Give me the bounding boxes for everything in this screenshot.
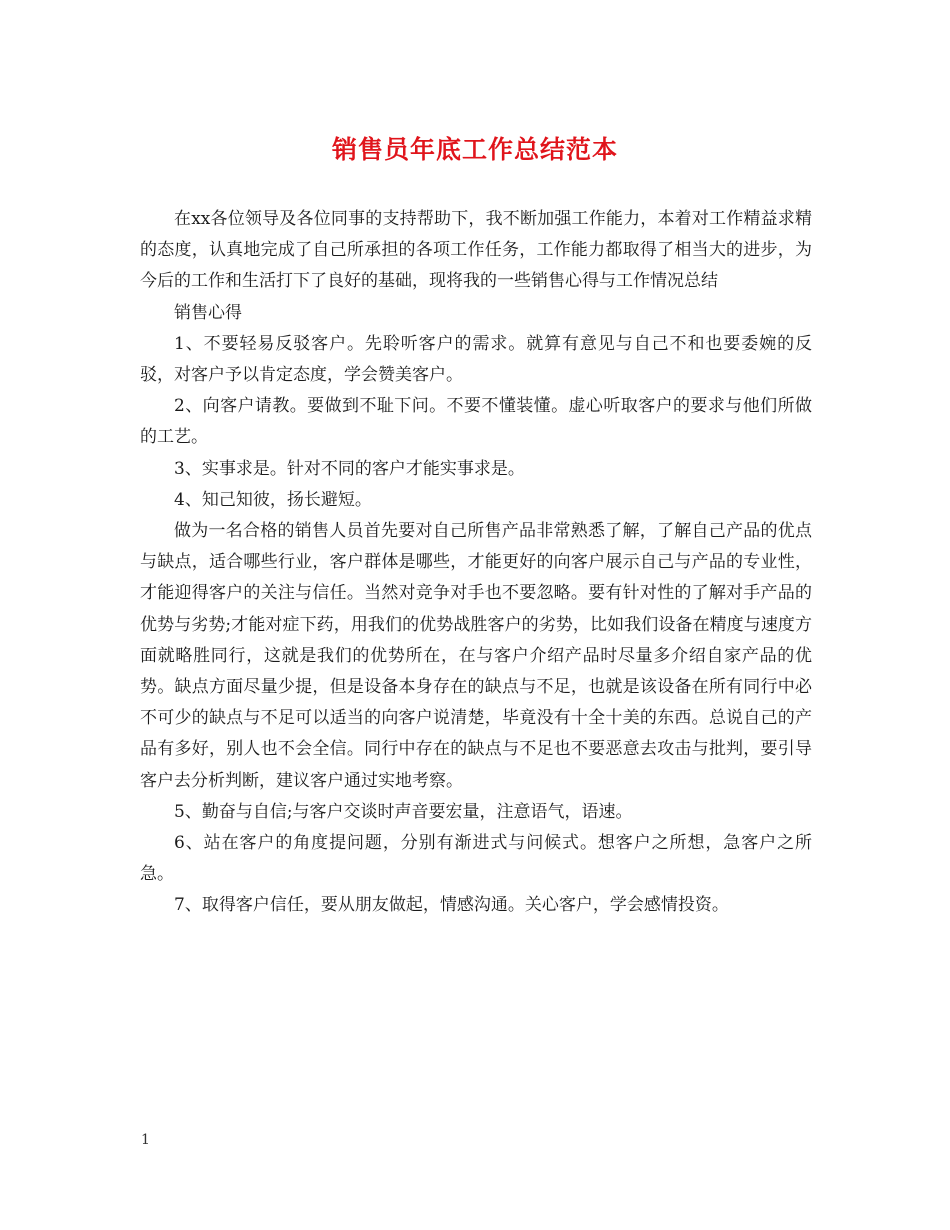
list-item-6: 6、站在客户的角度提问题，分别有渐进式与问候式。想客户之所想，急客户之所急。 (140, 833, 812, 885)
list-item-3: 3、实事求是。针对不同的客户才能实事求是。 (174, 458, 525, 479)
list-item-5: 5、勤奋与自信;与客户交谈时声音要宏量，注意语气，语速。 (174, 801, 633, 822)
document-title: 销售员年底工作总结范本 (331, 135, 618, 164)
section-heading-sales-insights: 销售心得 (174, 302, 242, 323)
paragraph-intro: 在xx各位领导及各位同事的支持帮助下，我不断加强工作能力，本着对工作精益求精的态度，认真地完成了自己所承担的各项工作任务，工作能力都取得了相当大的进步，为今后的工作和生活打下了良好的基础，现将我的一些销售心得与工作情况总结 (140, 209, 812, 292)
list-item-2: 2、向客户请教。要做到不耻下问。不要不懂装懂。虚心听取客户的要求与他们所做的工艺。 (140, 396, 812, 448)
list-item-7: 7、取得客户信任，要从朋友做起，情感沟通。关心客户，学会感情投资。 (174, 895, 729, 916)
list-item-1: 1、不要轻易反驳客户。先聆听客户的需求。就算有意见与自己不和也要委婉的反驳，对客户予以肯定态度，学会赞美客户。 (140, 333, 812, 386)
page-number: 1 (141, 1132, 150, 1148)
paragraph-product-knowledge: 做为一名合格的销售人员首先要对自己所售产品非常熟悉了解，了解自己产品的优点与缺点，适合哪些行业，客户群体是哪些，才能更好的向客户展示自己与产品的专业性，才能迎得客户的关注与信任。当然对竞争对手也不要忽略。要有针对性的了解对手产品的优势与劣势;才能对症下药，用我们的优势战胜客户的劣势，比如我们设备在精度与速度方面就略胜同行，这就是我们的优势所在，在与客户介绍产品时尽量多介绍自家产品的优势。缺点方面尽量少提，但是设备本身存在的缺点与不足，也就是该设备在所有同行中必不可少的缺点与不足可以适当的向客户说清楚，毕竟没有十全十美的东西。总说自己的产品有多好，别人也不会全信。同行中存在的缺点与不足也不要恶意去攻击与批判，要引导客户去分析判断，建议客户通过实地考察。 (140, 521, 812, 791)
list-item-4: 4、知己知彼，扬长避短。 (174, 489, 372, 510)
document-body (140, 204, 812, 922)
